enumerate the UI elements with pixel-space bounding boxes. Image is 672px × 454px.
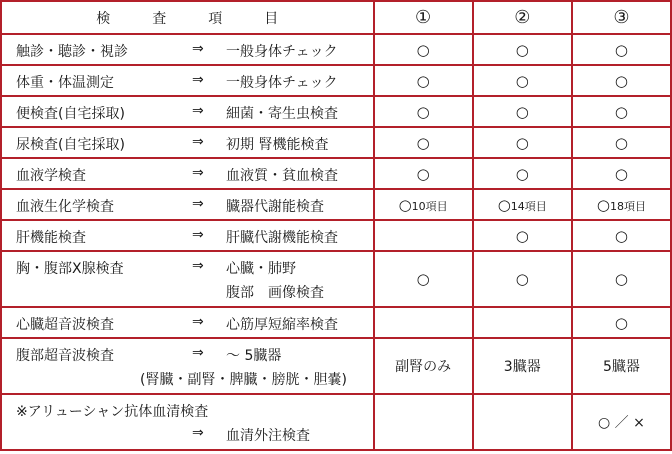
test-cell (1, 127, 374, 158)
plan-2-mark (473, 189, 572, 220)
plan-1-mark: ○ (374, 34, 473, 65)
header-plan-1: ① (374, 1, 473, 34)
arrow-icon: ⇒ (192, 133, 204, 150)
plan-2-mark: ○ (473, 158, 572, 189)
test-name: 尿検査(自宅採取) (16, 136, 125, 153)
arrow-icon: ⇒ (192, 258, 204, 274)
item-count-note: 18項目 (609, 199, 646, 213)
arrow-icon: ⇒ (192, 164, 204, 181)
plan-3-mark: ○ (572, 34, 671, 65)
header-title: 検 査 項 目 (1, 1, 374, 34)
plan-2-mark: ○ (473, 96, 572, 127)
test-target: 初期 腎機能検査 (226, 136, 329, 153)
test-name: 血液学検査 (16, 167, 86, 184)
plan-2-mark: ○ (473, 220, 572, 251)
plan-2-value: 3臓器 (473, 338, 572, 394)
plan-1-mark (374, 220, 473, 251)
table-row (1, 338, 671, 394)
plan-3-value: 5臓器 (572, 338, 671, 394)
test-target: 臓器代謝能検査 (226, 198, 324, 215)
arrow-icon: ⇒ (192, 345, 204, 361)
plan-3-mark: ○ (572, 96, 671, 127)
plan-2-mark: ○ (473, 65, 572, 96)
table-row (1, 34, 671, 65)
plan-3-value: ○ ／ × (572, 394, 671, 450)
test-target: 肝臓代謝機能検査 (226, 229, 338, 246)
test-cell (1, 338, 374, 394)
plan-1-mark: ○ (374, 158, 473, 189)
circle-mark: ○ (497, 195, 511, 214)
table-row (1, 307, 671, 338)
header-row (1, 1, 671, 34)
item-count-note: 14項目 (510, 199, 547, 213)
test-target: 心臓・肺野 (226, 261, 296, 277)
arrow-icon: ⇒ (192, 71, 204, 88)
plan-1-mark: ○ (374, 96, 473, 127)
header-plan-2: ② (473, 1, 572, 34)
plan-1-mark: ○ (374, 127, 473, 158)
plan-2-mark: ○ (473, 251, 572, 307)
table-row (1, 220, 671, 251)
test-name: 腹部超音波検査 (16, 348, 114, 364)
test-cell (1, 96, 374, 127)
arrow-icon: ⇒ (192, 102, 204, 119)
plan-1-mark (374, 307, 473, 338)
test-cell (1, 158, 374, 189)
test-target: 一般身体チェック (226, 74, 338, 91)
arrow-icon: ⇒ (192, 40, 204, 57)
table-row (1, 127, 671, 158)
test-target: 血清外注検査 (226, 428, 310, 444)
plan-3-mark: ○ (572, 251, 671, 307)
plan-3-mark: ○ (572, 158, 671, 189)
plan-2-mark: ○ (473, 127, 572, 158)
test-name: 便検査(自宅採取) (16, 105, 125, 122)
plan-2-mark: ○ (473, 34, 572, 65)
plan-3-mark: ○ (572, 220, 671, 251)
test-target: ～ 5臓器 (226, 348, 282, 364)
arrow-icon: ⇒ (192, 226, 204, 243)
test-name: 体重・体温測定 (16, 74, 114, 91)
arrow-icon: ⇒ (192, 425, 204, 441)
header-plan-3: ③ (572, 1, 671, 34)
test-cell (1, 394, 374, 450)
table-row (1, 65, 671, 96)
test-name: 血液生化学検査 (16, 198, 114, 215)
test-cell (1, 251, 374, 307)
test-name: 心臓超音波検査 (16, 316, 114, 333)
test-target: 心筋厚短縮率検査 (226, 316, 338, 333)
table-row (1, 251, 671, 307)
test-name: 触診・聴診・視診 (16, 43, 128, 60)
table-row (1, 158, 671, 189)
plan-1-mark: ○ (374, 65, 473, 96)
plan-3-mark (572, 189, 671, 220)
test-name: ※アリューシャン抗体血清検査 (16, 404, 209, 420)
test-cell (1, 220, 374, 251)
test-name: 胸・腹部X腺検査 (16, 261, 124, 277)
plan-1-value: 副腎のみ (374, 338, 473, 394)
arrow-icon: ⇒ (192, 195, 204, 212)
item-count-note: 10項目 (411, 199, 448, 213)
plan-1-mark (374, 189, 473, 220)
test-target-line-2: 腹部 画像検査 (226, 285, 324, 301)
plan-3-mark: ○ (572, 307, 671, 338)
test-cell (1, 65, 374, 96)
plan-2-mark (473, 394, 572, 450)
test-name: 肝機能検査 (16, 229, 86, 246)
table-row (1, 96, 671, 127)
circle-mark: ○ (398, 195, 412, 214)
plan-3-mark: ○ (572, 127, 671, 158)
test-target-line-2: (腎臓・副腎・脾臓・膀胱・胆嚢) (140, 372, 347, 388)
test-cell (1, 34, 374, 65)
plan-1-mark: ○ (374, 251, 473, 307)
test-target: 一般身体チェック (226, 43, 338, 60)
test-target: 細菌・寄生虫検査 (226, 105, 338, 122)
test-cell (1, 307, 374, 338)
arrow-icon: ⇒ (192, 313, 204, 330)
plan-2-mark (473, 307, 572, 338)
circle-mark: ○ (596, 195, 610, 214)
table-row (1, 394, 671, 450)
plan-1-mark (374, 394, 473, 450)
test-cell (1, 189, 374, 220)
plan-3-mark: ○ (572, 65, 671, 96)
test-target: 血液質・貧血検査 (226, 167, 338, 184)
table-row (1, 189, 671, 220)
